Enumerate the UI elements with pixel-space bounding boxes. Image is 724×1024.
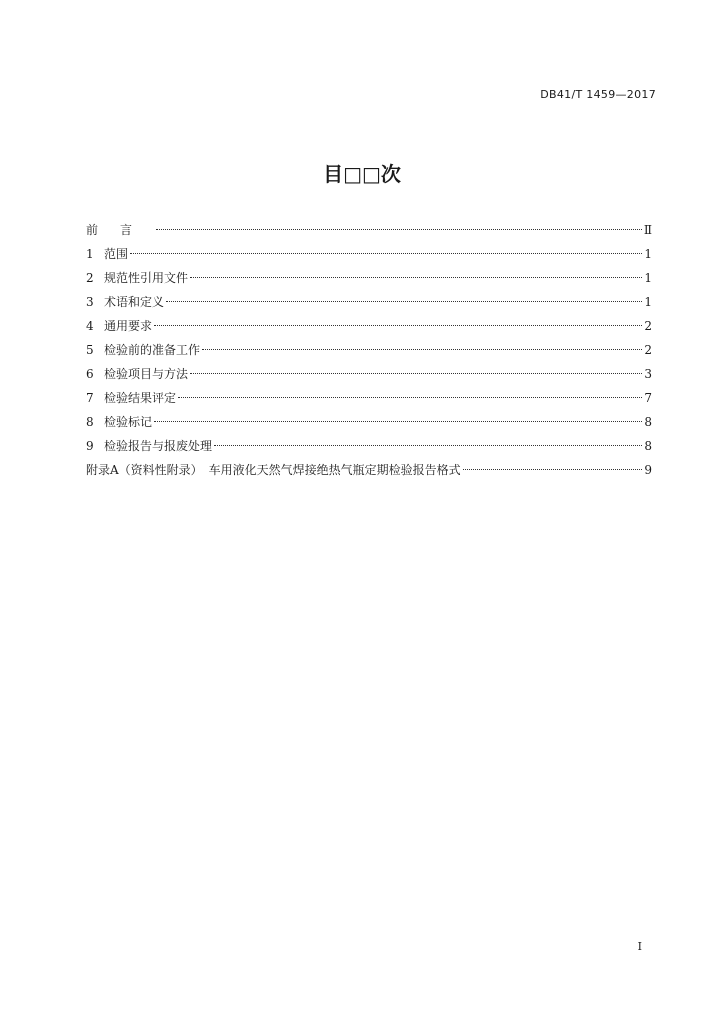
toc-leader-dots — [202, 349, 642, 350]
toc-item-page: Ⅱ — [643, 223, 652, 237]
toc-leader-dots — [156, 229, 642, 230]
toc-item-number: 2 — [86, 271, 94, 285]
toc-item-page: 1 — [644, 295, 652, 309]
page-title: 目□□次 — [323, 162, 401, 186]
toc-item-preparation[interactable] — [86, 338, 652, 362]
toc-item-appendix-a[interactable] — [86, 458, 652, 482]
toc-item-page: 3 — [644, 367, 652, 381]
table-of-contents — [86, 218, 652, 482]
toc-item-label: 9 检验报告与报废处理 — [86, 434, 212, 458]
toc-item-scope[interactable] — [86, 242, 652, 266]
toc-leader-dots — [166, 301, 642, 302]
toc-item-number: 7 — [86, 391, 94, 405]
toc-item-inspection-marking[interactable] — [86, 410, 652, 434]
toc-item-number: 1 — [86, 247, 94, 261]
standard-number: DB41/T 1459—2017 — [540, 88, 656, 101]
toc-item-label: 7 检验结果评定 — [86, 386, 176, 410]
toc-item-number: 3 — [86, 295, 94, 309]
toc-item-label: 2 规范性引用文件 — [86, 266, 188, 290]
toc-item-label: 前言 — [86, 223, 155, 237]
toc-item-general-requirements[interactable] — [86, 314, 652, 338]
page-number: I — [637, 940, 642, 953]
toc-leader-dots — [190, 373, 642, 374]
toc-item-number: 4 — [86, 319, 94, 333]
toc-leader-dots — [130, 253, 642, 254]
toc-item-number: 8 — [86, 415, 94, 429]
toc-item-page: 7 — [644, 391, 652, 405]
toc-item-label: 8 检验标记 — [86, 410, 152, 434]
toc-item-label: 6 检验项目与方法 — [86, 362, 188, 386]
toc-item-page: 2 — [644, 319, 652, 333]
toc-item-label: 3 术语和定义 — [86, 290, 164, 314]
toc-leader-dots — [154, 325, 642, 326]
toc-item-label: 1 范围 — [86, 242, 128, 266]
toc-item-page: 8 — [644, 439, 652, 453]
toc-item-page: 1 — [644, 247, 652, 261]
toc-item-inspection-items[interactable] — [86, 362, 652, 386]
toc-item-page: 9 — [644, 463, 652, 477]
toc-item-number: 6 — [86, 367, 94, 381]
toc-item-result-evaluation[interactable] — [86, 386, 652, 410]
toc-leader-dots — [178, 397, 642, 398]
toc-item-terms[interactable] — [86, 290, 652, 314]
toc-leader-dots — [190, 277, 642, 278]
toc-leader-dots — [154, 421, 642, 422]
toc-item-number: 5 — [86, 343, 94, 357]
toc-leader-dots — [214, 445, 642, 446]
toc-item-label: 5 检验前的准备工作 — [86, 338, 200, 362]
toc-item-page: 1 — [644, 271, 652, 285]
toc-item-preface[interactable] — [86, 218, 652, 242]
toc-item-page: 8 — [644, 415, 652, 429]
toc-item-report-scrapping[interactable] — [86, 434, 652, 458]
toc-leader-dots — [463, 469, 642, 470]
toc-item-normative-references[interactable] — [86, 266, 652, 290]
toc-item-number: 9 — [86, 439, 94, 453]
toc-item-page: 2 — [644, 343, 652, 357]
toc-item-label: 附录A（资料性附录） 车用液化天然气焊接绝热气瓶定期检验报告格式 — [86, 463, 461, 477]
toc-item-label: 4 通用要求 — [86, 314, 152, 338]
